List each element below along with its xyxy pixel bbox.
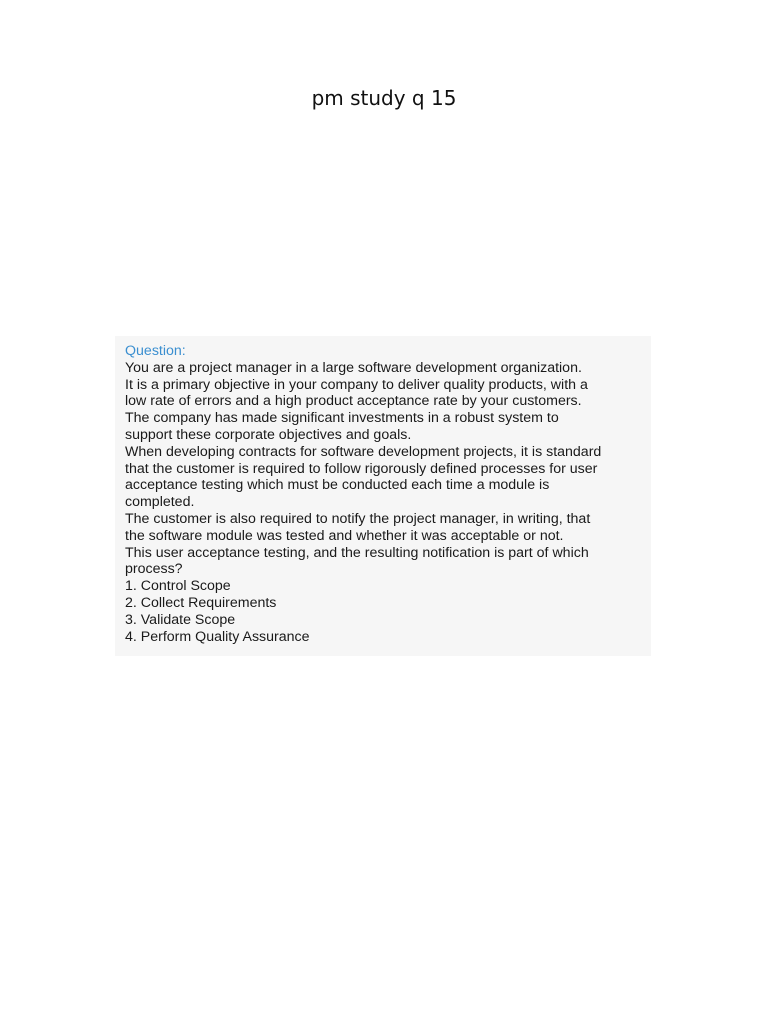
question-line: low rate of errors and a high product acceptance rate by your customers. (125, 393, 582, 410)
answer-options (125, 578, 651, 645)
question-line: The company has made significant investments in a robust system to (125, 410, 559, 427)
question-body (125, 360, 651, 578)
question-line: acceptance testing which must be conducted each time a module is (125, 477, 550, 494)
question-line: process? (125, 561, 183, 578)
question-image (115, 336, 651, 656)
answer-option: 3. Validate Scope (125, 611, 236, 628)
question-line: support these corporate objectives and goals. (125, 426, 412, 443)
answer-option: 1. Control Scope (125, 578, 231, 595)
page-title: pm study q 15 (311, 86, 457, 110)
question-line: It is a primary objective in your company to deliver quality products, with a (125, 376, 588, 393)
question-line: the software module was tested and whether it was acceptable or not. (125, 527, 564, 544)
question-line: You are a project manager in a large software development organization. (125, 359, 582, 376)
question-line: The customer is also required to notify the project manager, in writing, that (125, 510, 591, 527)
question-heading: Question: (125, 343, 186, 359)
question-line: that the customer is required to follow rigorously defined processes for user (125, 460, 598, 477)
question-line: When developing contracts for software development projects, it is standard (125, 443, 602, 460)
answer-option: 4. Perform Quality Assurance (125, 628, 310, 645)
question-line: completed. (125, 494, 195, 511)
question-line: This user acceptance testing, and the resulting notification is part of which (125, 544, 589, 561)
answer-option: 2. Collect Requirements (125, 594, 277, 611)
